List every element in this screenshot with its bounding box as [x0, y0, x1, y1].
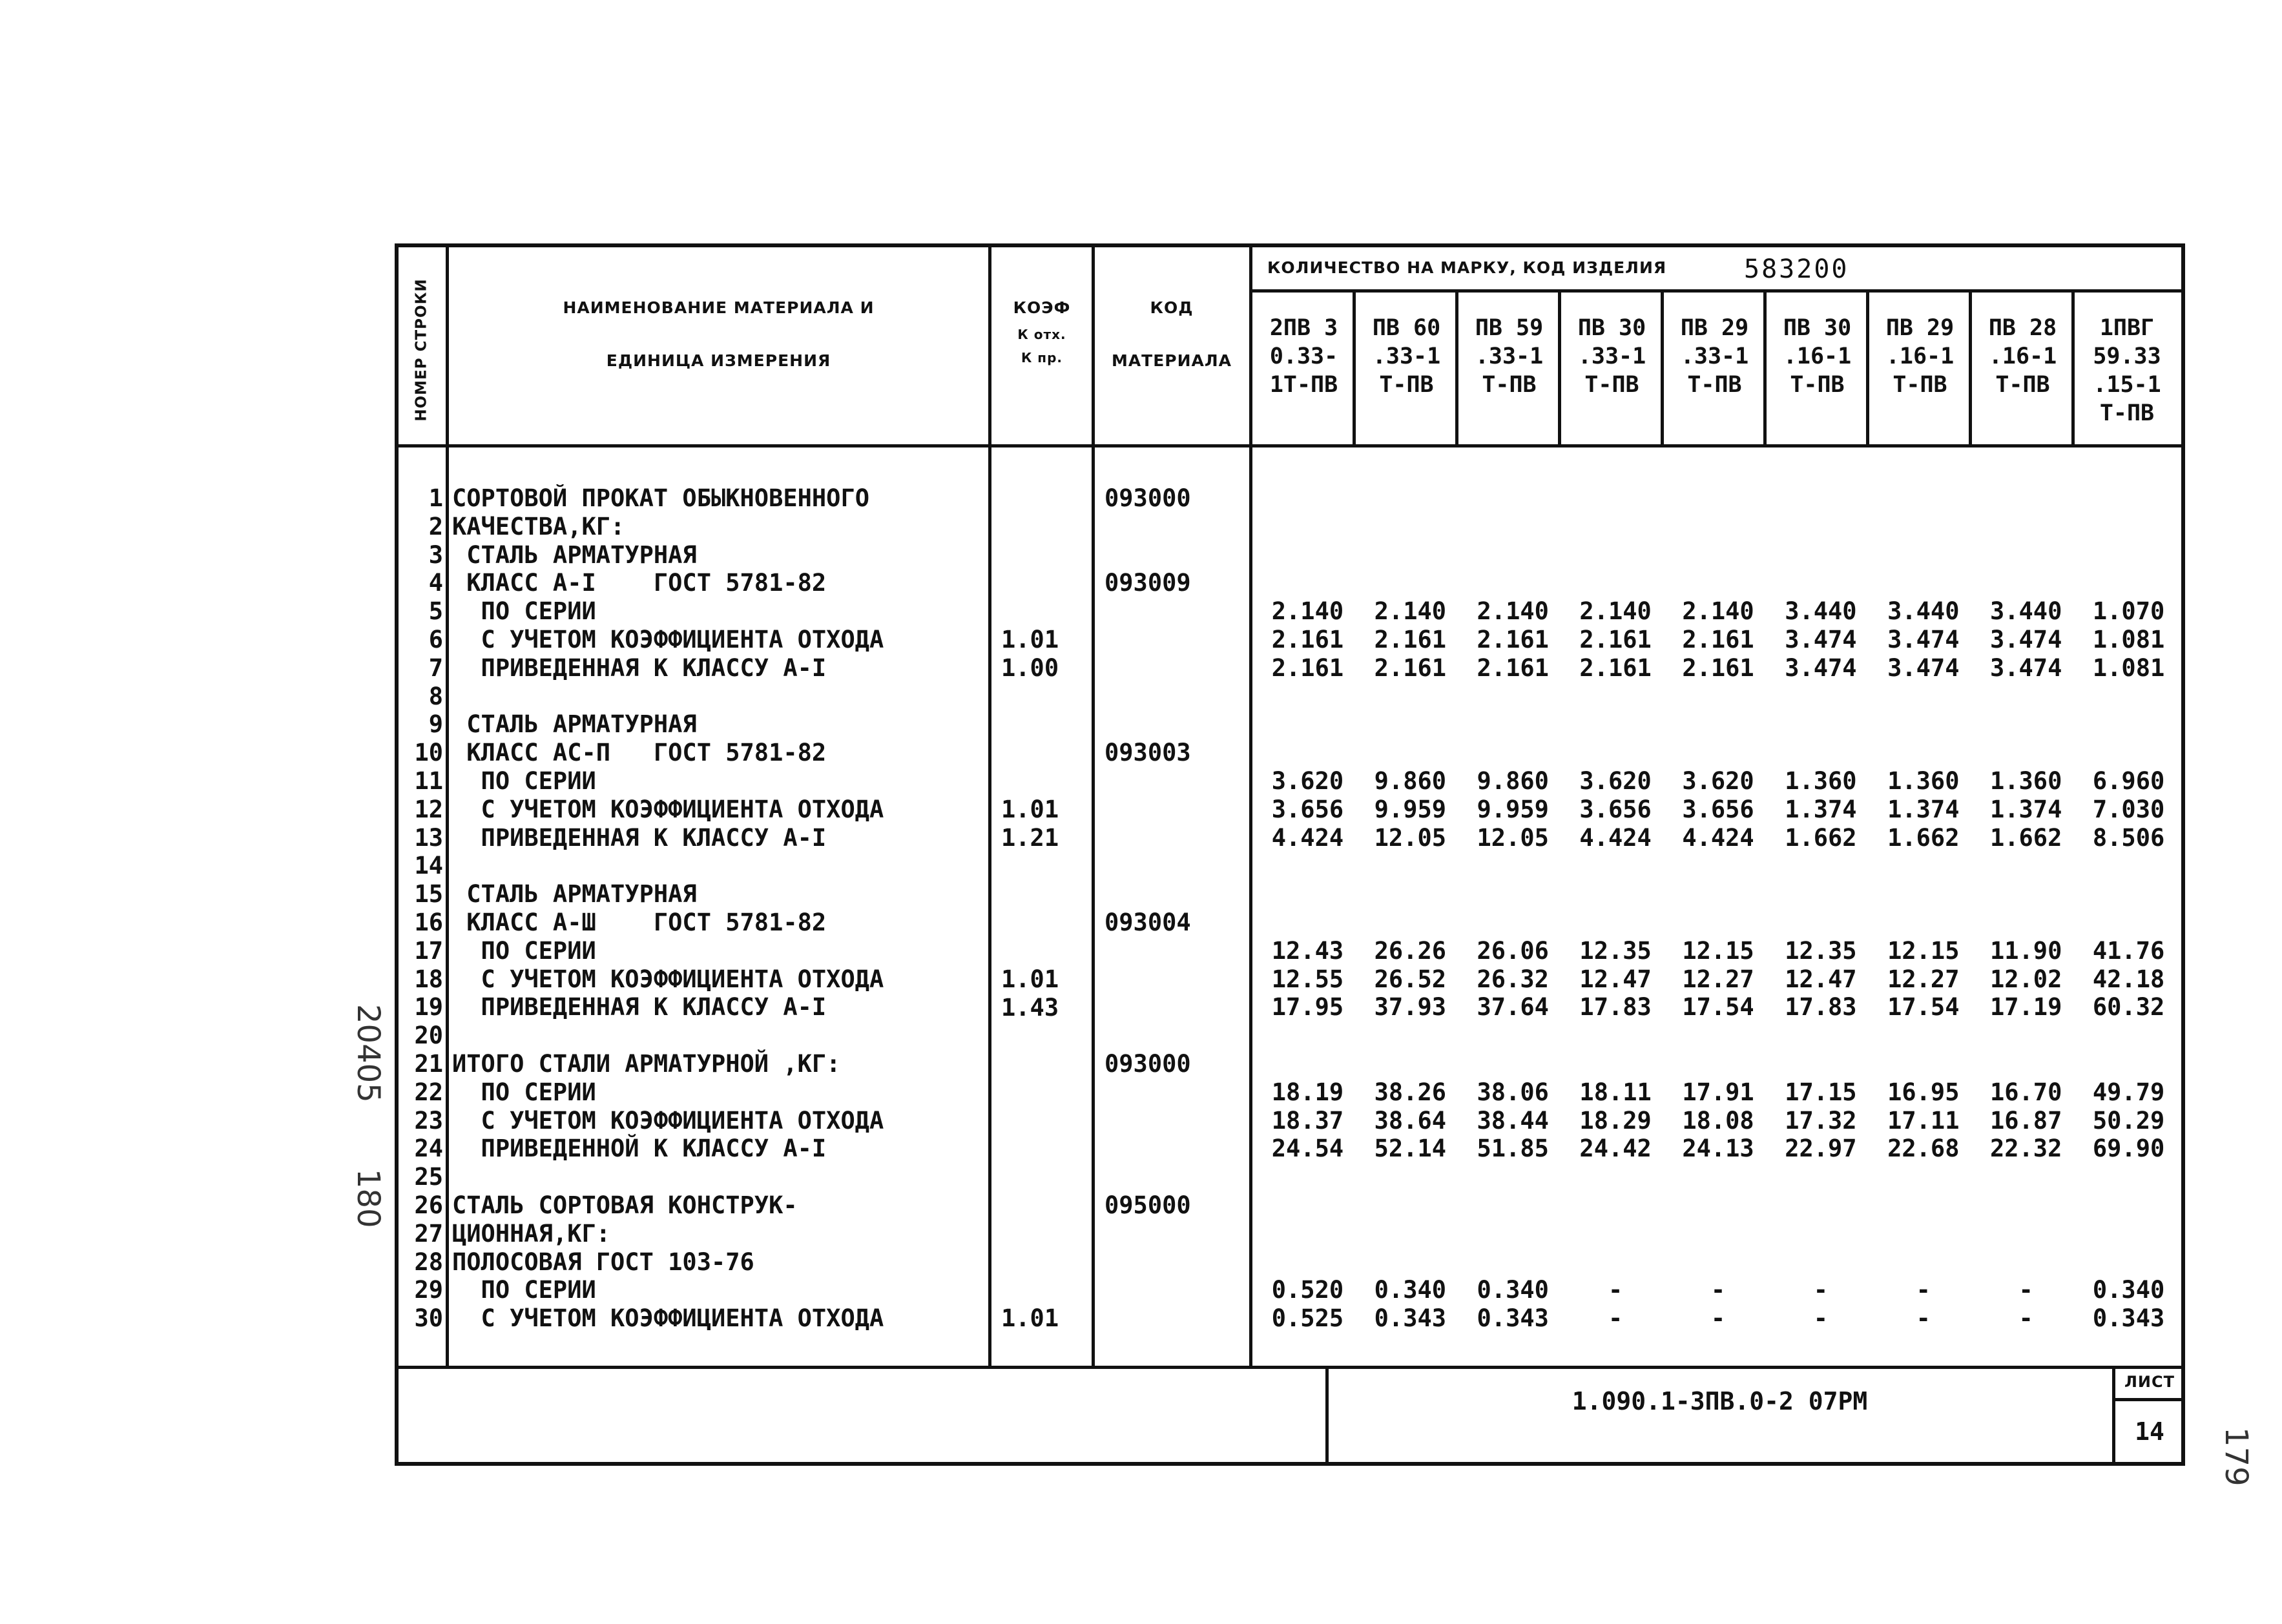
value-cell: 0.343	[1374, 1304, 1447, 1333]
value-row	[1256, 993, 2180, 1022]
row-text: ПО СЕРИИ	[452, 597, 596, 626]
row-text: ПО СЕРИИ	[452, 1078, 596, 1106]
value-cell: 17.32	[1785, 1106, 1857, 1135]
value-cell: 0.340	[2092, 1276, 2165, 1304]
value-cell: 22.68	[1887, 1135, 1960, 1163]
value-cell: 12.35	[1785, 936, 1857, 965]
row-number: 5	[428, 597, 443, 626]
row-number: 23	[414, 1106, 443, 1135]
row-number: 22	[414, 1078, 443, 1106]
value-cell: 12.02	[1989, 965, 2062, 993]
value-cell: 2.161	[1477, 653, 1549, 682]
page-number-left: 180	[350, 1169, 386, 1228]
row-number: 30	[414, 1304, 443, 1333]
row-text: ПРИВЕДЕННАЯ К КЛАССУ А-I	[452, 993, 827, 1022]
value-cell: 12.43	[1271, 936, 1344, 965]
value-cell: 3.656	[1271, 795, 1344, 823]
value-cell: 2.161	[1374, 626, 1447, 653]
mark-header: ПВ 59 .33-1 Т-ПВ	[1475, 315, 1544, 398]
value-row	[1256, 597, 2180, 626]
value-cell: 12.55	[1271, 965, 1344, 993]
code-column	[1097, 484, 1247, 1219]
value-row	[1256, 824, 2180, 852]
row-number: 26	[414, 1191, 443, 1219]
material-header-line2: ЕДИНИЦА ИЗМЕРЕНИЯ	[606, 351, 831, 370]
code-row-16: 093004	[1105, 909, 1191, 936]
value-cell: 0.525	[1271, 1304, 1344, 1333]
row-text: СТАЛЬ АРМАТУРНАЯ	[452, 710, 697, 739]
value-cell: 17.95	[1271, 993, 1344, 1022]
value-cell: 3.474	[1785, 653, 1857, 682]
value-cell: 0.343	[2092, 1304, 2165, 1333]
value-cell: 38.06	[1477, 1078, 1549, 1106]
value-row	[1256, 937, 2180, 965]
value-cell: 3.440	[1989, 597, 2062, 626]
value-cell: -	[1916, 1304, 1931, 1333]
value-cell: 17.15	[1785, 1078, 1857, 1106]
value-cell: 12.47	[1785, 965, 1857, 993]
value-cell: 1.662	[1785, 823, 1857, 852]
row-text: С УЧЕТОМ КОЭФФИЦИЕНТА ОТХОДА	[452, 1304, 884, 1333]
row-text: ПРИВЕДЕННАЯ К КЛАССУ А-I	[452, 653, 827, 682]
value-row	[1256, 796, 2180, 824]
value-cell: 0.340	[1374, 1276, 1447, 1304]
sheet-label: ЛИСТ	[2124, 1373, 2175, 1391]
value-cell: 12.05	[1477, 823, 1549, 852]
value-cell: 17.91	[1682, 1078, 1754, 1106]
header-bottom-divider	[395, 444, 2185, 447]
value-cell: 26.06	[1477, 936, 1549, 965]
coef-row-12: 1.01	[1001, 796, 1059, 823]
value-cell: 2.140	[1579, 597, 1652, 626]
value-cell: 51.85	[1477, 1135, 1549, 1163]
value-row	[1256, 1304, 2180, 1333]
row-text: СТАЛЬ СОРТОВАЯ КОНСТРУК-	[452, 1191, 798, 1219]
sheet-label-divider	[2112, 1398, 2185, 1401]
sheet-number: 14	[2135, 1417, 2164, 1446]
value-cell: 69.90	[2092, 1135, 2165, 1163]
value-cell: 1.360	[1887, 767, 1960, 795]
mark-header: ПВ 28 .16-1 Т-ПВ	[1988, 315, 2057, 398]
value-cell: 17.54	[1682, 993, 1754, 1022]
row-text: СТАЛЬ АРМАТУРНАЯ	[452, 880, 697, 909]
row-text: С УЧЕТОМ КОЭФФИЦИЕНТА ОТХОДА	[452, 795, 884, 823]
value-cell: 37.93	[1374, 993, 1447, 1022]
coef-header	[993, 298, 1090, 365]
value-cell: 7.030	[2092, 795, 2165, 823]
value-cell: 12.15	[1887, 936, 1960, 965]
value-cell: 52.14	[1374, 1135, 1447, 1163]
value-cell: -	[1813, 1304, 1829, 1333]
value-cell: 12.27	[1887, 965, 1960, 993]
coef-header-line1: КОЭФ	[1013, 298, 1071, 317]
row-text	[452, 1022, 985, 1050]
value-cell: 24.13	[1682, 1135, 1754, 1163]
value-cell: 1.374	[1887, 795, 1960, 823]
value-cell: 26.32	[1477, 965, 1549, 993]
value-row	[1256, 1107, 2180, 1135]
value-row	[1256, 965, 2180, 994]
value-cell: 2.161	[1682, 653, 1754, 682]
row-text: СОРТОВОЙ ПРОКАТ ОБЫКНОВЕННОГО	[452, 484, 870, 512]
row-number: 4	[428, 569, 443, 597]
value-cell: 8.506	[2092, 823, 2165, 852]
page-number-right: 179	[2218, 1427, 2254, 1486]
value-cell: 2.161	[1682, 626, 1754, 653]
value-cell: 2.140	[1271, 597, 1344, 626]
product-code: 583200	[1744, 254, 1849, 284]
value-cell: 22.97	[1785, 1135, 1857, 1163]
code-row-4: 093009	[1105, 569, 1191, 597]
value-cell: 17.83	[1579, 993, 1652, 1022]
value-cell: 12.15	[1682, 936, 1754, 965]
mark-header: ПВ 29 .16-1 Т-ПВ	[1885, 315, 1955, 398]
value-cell: 22.32	[1989, 1135, 2062, 1163]
row-text: ИТОГО СТАЛИ АРМАТУРНОЙ ,КГ:	[452, 1049, 841, 1078]
value-cell: 3.656	[1579, 795, 1652, 823]
row-text	[452, 683, 985, 711]
row-text: КЛАСС А-Ш ГОСТ 5781-82	[452, 908, 827, 936]
value-cell: 38.44	[1477, 1106, 1549, 1135]
row-text: С УЧЕТОМ КОЭФФИЦИЕНТА ОТХОДА	[452, 965, 884, 993]
value-cell: -	[1710, 1276, 1726, 1304]
value-cell: 17.54	[1887, 993, 1960, 1022]
value-cell: 18.08	[1682, 1106, 1754, 1135]
value-cell: 0.520	[1271, 1276, 1344, 1304]
value-cell: 17.11	[1887, 1106, 1960, 1135]
value-cell: 18.29	[1579, 1106, 1652, 1135]
row-number: 12	[414, 795, 443, 823]
value-cell: -	[2018, 1304, 2033, 1333]
row-text: КЛАСС АС-П ГОСТ 5781-82	[452, 739, 827, 767]
row-number: 21	[414, 1049, 443, 1078]
row-number: 25	[414, 1163, 443, 1191]
row-text: КЛАСС А-I ГОСТ 5781-82	[452, 569, 827, 597]
row-text	[452, 852, 985, 880]
row-number: 19	[414, 993, 443, 1022]
value-cell: -	[1608, 1276, 1623, 1304]
value-cell: 9.860	[1477, 767, 1549, 795]
code-row-21: 093000	[1105, 1050, 1191, 1078]
row-number-header	[400, 253, 443, 447]
value-cell: 60.32	[2092, 993, 2165, 1022]
coef-header-line2: К отх.	[1017, 327, 1066, 342]
row-text: КАЧЕСТВА,КГ:	[452, 512, 625, 540]
value-cell: 3.440	[1785, 597, 1857, 626]
row-number: 28	[414, 1248, 443, 1276]
value-cell: -	[1608, 1304, 1623, 1333]
value-cell: 18.37	[1271, 1106, 1344, 1135]
coef-row-30: 1.01	[1001, 1304, 1059, 1332]
mark-header: ПВ 29 .33-1 Т-ПВ	[1680, 315, 1749, 398]
row-text: С УЧЕТОМ КОЭФФИЦИЕНТА ОТХОДА	[452, 625, 884, 653]
value-cell: 38.26	[1374, 1078, 1447, 1106]
value-cell: 9.860	[1374, 767, 1447, 795]
value-cell: 2.161	[1271, 626, 1344, 653]
coef-row-18: 1.01	[1001, 965, 1059, 993]
value-cell: 2.140	[1682, 597, 1754, 626]
mark-header: ПВ 30 .16-1 Т-ПВ	[1783, 315, 1852, 398]
row-text: С УЧЕТОМ КОЭФФИЦИЕНТА ОТХОДА	[452, 1106, 884, 1135]
coef-header-line3: К пр.	[1021, 350, 1063, 365]
value-cell: 17.19	[1989, 993, 2062, 1022]
row-number: 29	[414, 1276, 443, 1304]
value-cell: 9.959	[1374, 795, 1447, 823]
coef-row-19: 1.43	[1001, 994, 1059, 1022]
material-header	[452, 298, 985, 371]
footer-divider	[395, 1366, 2185, 1369]
row-number-column	[399, 484, 443, 1333]
value-cell: 9.959	[1477, 795, 1549, 823]
row-number-header-label: НОМЕР СТРОКИ	[413, 278, 431, 422]
mark-header: 1ПВГ 59.33 .15-1 Т-ПВ	[2093, 315, 2161, 426]
coef-row-7: 1.00	[1001, 654, 1059, 682]
footer-sheet-divider	[2112, 1366, 2115, 1466]
material-header-line1: НАИМЕНОВАНИЕ МАТЕРИАЛА И	[563, 298, 875, 317]
value-cell: 6.960	[2092, 767, 2165, 795]
value-cell: 4.424	[1579, 823, 1652, 852]
code-row-1: 093000	[1105, 484, 1191, 512]
value-cell: -	[1710, 1304, 1726, 1333]
value-row	[1256, 626, 2180, 654]
row-number: 20	[414, 1022, 443, 1050]
col-divider-material	[988, 243, 991, 1368]
row-text: ПОЛОСОВАЯ ГОСТ 103-76	[452, 1248, 754, 1276]
row-text	[452, 1163, 985, 1191]
document-code: 1.090.1-3ПВ.0-2 07РМ	[1571, 1387, 1868, 1415]
value-cell: 1.662	[1989, 823, 2062, 852]
row-text: ПРИВЕДЕННОЙ К КЛАССУ А-I	[452, 1135, 827, 1163]
inventory-number: 20405	[350, 1004, 386, 1103]
value-cell: 4.424	[1682, 823, 1754, 852]
header-top-divider	[1251, 289, 2185, 293]
code-header-line1: КОД	[1150, 298, 1194, 317]
value-cell: 0.343	[1477, 1304, 1549, 1333]
row-text: СТАЛЬ АРМАТУРНАЯ	[452, 540, 697, 569]
value-cell: 1.360	[1785, 767, 1857, 795]
coef-column	[993, 484, 1090, 1332]
value-cell: 1.360	[1989, 767, 2062, 795]
value-cell: 26.52	[1374, 965, 1447, 993]
value-cell: 50.29	[2092, 1106, 2165, 1135]
row-number: 8	[428, 682, 443, 710]
value-cell: 11.90	[1989, 936, 2062, 965]
row-number: 27	[414, 1219, 443, 1248]
mark-header: ПВ 60 .33-1 Т-ПВ	[1372, 315, 1441, 398]
value-row	[1256, 1276, 2180, 1304]
mark-header: ПВ 30 .33-1 Т-ПВ	[1577, 315, 1646, 398]
value-cell: 17.83	[1785, 993, 1857, 1022]
value-cell: 16.95	[1887, 1078, 1960, 1106]
row-text: ЦИОННАЯ,КГ:	[452, 1219, 611, 1248]
value-cell: 24.42	[1579, 1135, 1652, 1163]
row-number: 18	[414, 965, 443, 993]
value-cell: 49.79	[2092, 1078, 2165, 1106]
value-cell: 16.70	[1989, 1078, 2062, 1106]
value-cell: 18.19	[1271, 1078, 1344, 1106]
value-cell: 12.47	[1579, 965, 1652, 993]
value-cell: 3.440	[1887, 597, 1960, 626]
value-cell: 2.161	[1271, 653, 1344, 682]
value-cell: 3.474	[1887, 653, 1960, 682]
value-cell: 2.161	[1579, 653, 1652, 682]
quantity-header-label: КОЛИЧЕСТВО НА МАРКУ, КОД ИЗДЕЛИЯ	[1267, 258, 1667, 277]
row-number: 9	[428, 710, 443, 739]
value-row	[1256, 1135, 2180, 1163]
row-number: 7	[428, 653, 443, 682]
value-cell: 12.27	[1682, 965, 1754, 993]
code-row-10: 093003	[1105, 739, 1191, 766]
footer-left-divider	[1325, 1366, 1329, 1466]
row-number: 6	[428, 625, 443, 653]
row-number: 24	[414, 1135, 443, 1163]
coef-row-6: 1.01	[1001, 626, 1059, 653]
value-cell: 3.474	[1989, 653, 2062, 682]
value-cell: 3.474	[1989, 626, 2062, 653]
value-cell: 12.05	[1374, 823, 1447, 852]
code-header	[1097, 298, 1247, 371]
value-cell: 18.11	[1579, 1078, 1652, 1106]
value-cell: 41.76	[2092, 936, 2165, 965]
value-cell: 1.374	[1785, 795, 1857, 823]
value-cell: 12.35	[1579, 936, 1652, 965]
value-cell: -	[2018, 1276, 2033, 1304]
value-row	[1256, 767, 2180, 796]
value-cell: 3.474	[1887, 626, 1960, 653]
value-cell: 3.620	[1682, 767, 1754, 795]
row-text: ПО СЕРИИ	[452, 1276, 596, 1304]
material-column	[452, 484, 985, 1333]
row-number: 17	[414, 936, 443, 965]
row-number: 3	[428, 540, 443, 569]
value-cell: 42.18	[2092, 965, 2165, 993]
row-text: ПО СЕРИИ	[452, 936, 596, 965]
row-number: 13	[414, 823, 443, 852]
value-cell: 3.474	[1785, 626, 1857, 653]
value-cell: 26.26	[1374, 936, 1447, 965]
value-cell: 2.161	[1579, 626, 1652, 653]
value-cell: -	[1813, 1276, 1829, 1304]
value-cell: 1.081	[2092, 653, 2165, 682]
code-header-line2: МАТЕРИАЛА	[1111, 351, 1232, 370]
coef-row-13: 1.21	[1001, 824, 1059, 852]
row-number: 1	[428, 484, 443, 512]
value-cell: -	[1916, 1276, 1931, 1304]
value-cell: 24.54	[1271, 1135, 1344, 1163]
value-cell: 3.620	[1271, 767, 1344, 795]
value-cell: 2.140	[1477, 597, 1549, 626]
col-divider-rownum	[446, 243, 449, 1368]
value-row	[1256, 654, 2180, 683]
row-number: 16	[414, 908, 443, 936]
row-number: 14	[414, 852, 443, 880]
value-cell: 4.424	[1271, 823, 1344, 852]
value-cell: 1.374	[1989, 795, 2062, 823]
row-text: ПО СЕРИИ	[452, 766, 596, 795]
quantity-header	[1267, 258, 1666, 278]
mark-header: 2ПВ 3 0.33- 1Т-ПВ	[1269, 315, 1338, 398]
value-cell: 37.64	[1477, 993, 1549, 1022]
value-cell: 2.161	[1374, 653, 1447, 682]
value-cell: 1.662	[1887, 823, 1960, 852]
value-cell: 3.656	[1682, 795, 1754, 823]
row-number: 15	[414, 880, 443, 909]
col-divider-coef	[1092, 243, 1095, 1368]
row-number: 10	[414, 739, 443, 767]
value-cell: 38.64	[1374, 1106, 1447, 1135]
value-cell: 3.620	[1579, 767, 1652, 795]
row-number: 11	[414, 766, 443, 795]
value-cell: 2.161	[1477, 626, 1549, 653]
row-number: 2	[428, 512, 443, 540]
value-cell: 1.081	[2092, 626, 2165, 653]
value-cell: 2.140	[1374, 597, 1447, 626]
value-cell: 16.87	[1989, 1106, 2062, 1135]
value-cell: 0.340	[1477, 1276, 1549, 1304]
mark-headers	[1252, 314, 2183, 443]
value-row	[1256, 1078, 2180, 1107]
code-row-26: 095000	[1105, 1191, 1191, 1219]
value-cell: 1.070	[2092, 597, 2165, 626]
row-text: ПРИВЕДЕННАЯ К КЛАССУ А-I	[452, 823, 827, 852]
